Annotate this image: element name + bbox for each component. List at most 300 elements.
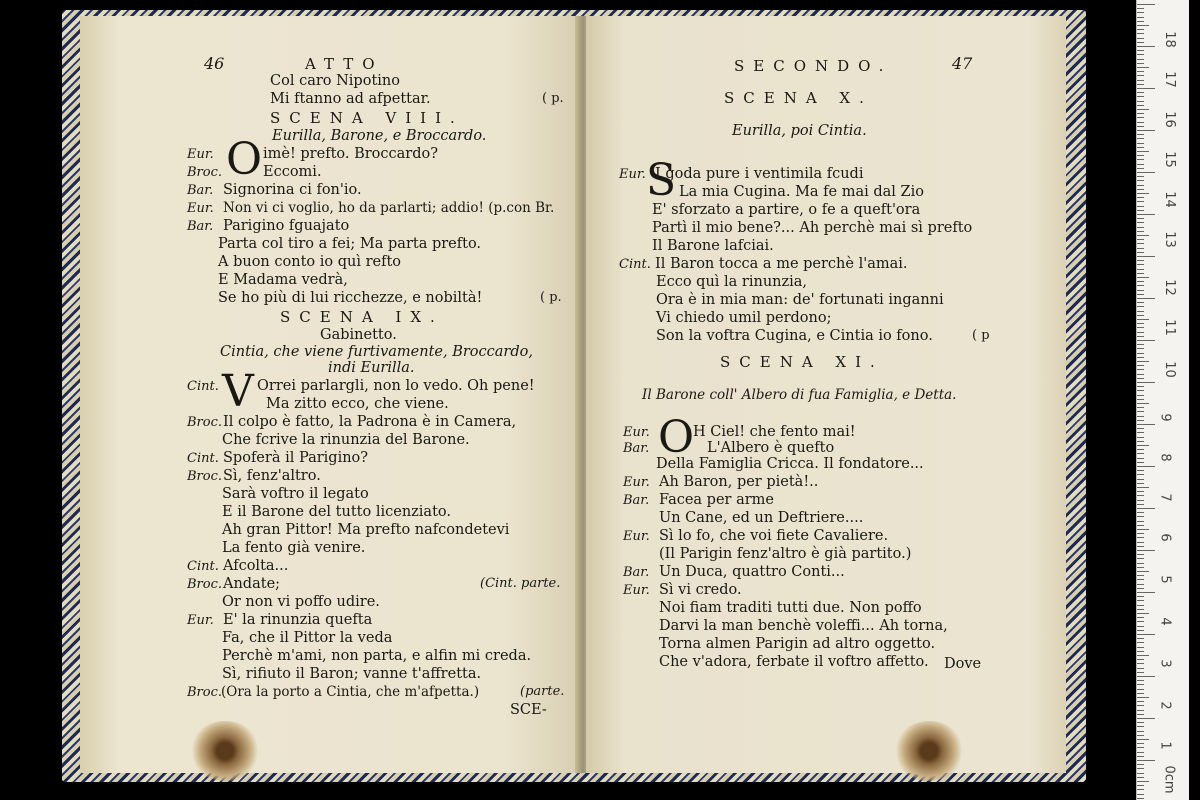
line-text: Sì lo fo, che voi fiete Cavaliere. [659, 528, 889, 544]
ruler-tick [1137, 227, 1144, 228]
ruler-tick [1137, 563, 1144, 564]
ruler-tick [1137, 731, 1144, 732]
text-line: Se ho più di lui ricchezze, e nobiltà! [218, 290, 483, 306]
dialogue-line [187, 378, 535, 395]
text-line: E' sforzato a partire, o fe a queft'ora [652, 202, 921, 218]
ruler-tick [1137, 84, 1144, 85]
ruler-tick [1137, 701, 1144, 702]
ruler-tick [1137, 504, 1144, 505]
ruler-tick [1137, 575, 1144, 576]
ruler-tick [1137, 416, 1144, 417]
ruler-tick [1137, 29, 1144, 30]
speaker-label: Eur. [623, 583, 650, 598]
speaker-label: Bar. [623, 493, 650, 508]
ruler-tick [1137, 588, 1144, 589]
speaker-label: Broc. [187, 577, 223, 592]
ruler-tick [1137, 609, 1144, 610]
ruler-tick [1137, 521, 1144, 522]
ruler-tick [1137, 264, 1144, 265]
dialogue-line [187, 218, 349, 235]
ruler-tick [1137, 189, 1144, 190]
line-text: Il Baron tocca a me perchè l'amai. [655, 256, 908, 272]
ruler-tick [1137, 752, 1144, 753]
scene-heading: SCENA VIII. [270, 109, 464, 127]
water-stain [894, 721, 964, 781]
ruler-tick [1137, 407, 1144, 408]
ruler-label: 14 [1161, 191, 1177, 208]
ruler-tick [1137, 773, 1144, 774]
text-line: A buon conto io quì refto [218, 254, 402, 270]
ruler-tick [1137, 479, 1144, 480]
ruler-tick [1137, 470, 1144, 471]
ruler-tick [1137, 634, 1155, 635]
ruler-tick [1137, 269, 1144, 270]
ruler-tick [1137, 764, 1144, 765]
ruler-tick [1137, 395, 1144, 396]
line-text: Il colpo è fatto, la Padrona è in Camera, [223, 414, 517, 430]
speaker-label: Cint. [187, 451, 219, 466]
ruler-tick [1137, 260, 1144, 261]
dialogue-line [187, 468, 321, 485]
scene-heading: SCENA XI. [720, 353, 884, 371]
dialogue-line [623, 564, 845, 581]
text-line: Che v'adora, ferbate il voftro affetto. [659, 654, 929, 670]
text-line: La fento già venire. [222, 540, 366, 556]
ruler-tick [1137, 558, 1144, 559]
text-line: Mi ftanno ad afpettar. [270, 91, 431, 107]
ruler-tick [1137, 285, 1144, 286]
character-list: Eurilla, Barone, e Broccardo. [272, 128, 487, 144]
ruler-tick [1137, 491, 1144, 492]
ruler-tick [1137, 164, 1144, 165]
ruler-tick [1137, 441, 1144, 442]
line-text: Facea per arme [659, 492, 774, 508]
ruler-tick [1137, 714, 1144, 715]
line-text: Ah Baron, per pietà!.. [659, 474, 819, 490]
text-line: Torna almen Parigin ad altro oggetto. [659, 636, 936, 652]
speaker-label: Eur. [619, 167, 646, 182]
speaker-label: Bar. [623, 441, 650, 456]
ruler-tick [1137, 508, 1155, 509]
text-line: E Madama vedrà, [218, 272, 348, 288]
text-line: Un Cane, ed un Deftriere.... [659, 510, 864, 526]
ruler-tick [1137, 298, 1155, 299]
speaker-label: Broc. [187, 469, 223, 484]
ruler-tick [1137, 172, 1155, 173]
ruler-tick [1137, 176, 1144, 177]
text-line: Ecco quì la rinunzia, [656, 274, 808, 290]
dialogue-line [187, 414, 516, 431]
ruler-tick [1137, 781, 1149, 782]
scene-heading: SCENA IX. [280, 308, 444, 326]
ruler-tick [1137, 777, 1144, 778]
ruler-tick [1137, 327, 1144, 328]
ruler-label: 15 [1161, 151, 1177, 168]
ruler-tick [1137, 525, 1144, 526]
ruler-tick [1137, 424, 1155, 425]
ruler-tick [1137, 785, 1144, 786]
ruler-tick [1137, 474, 1144, 475]
ruler-tick [1137, 613, 1149, 614]
ruler-tick [1137, 382, 1155, 383]
dialogue-line [619, 166, 863, 183]
speaker-label: Cint. [619, 257, 651, 272]
text-line: Che fcrive la rinunzia del Barone. [222, 432, 470, 448]
ruler-tick [1137, 462, 1144, 463]
stage-direction: (Cint. parte. [480, 576, 561, 591]
text-line: (Il Parigin fenz'altro è già partito.) [659, 546, 912, 562]
speaker-label: Eur. [187, 201, 214, 216]
ruler-label: 5 [1157, 575, 1173, 584]
ruler-tick [1137, 134, 1144, 135]
speaker-label: Eur. [623, 425, 650, 440]
ruler-tick [1137, 453, 1144, 454]
dialogue-line [187, 558, 288, 575]
ruler-tick [1137, 17, 1144, 18]
text-line: Sì, rifiuto il Baron; vanne t'affretta. [222, 666, 482, 682]
ruler-tick [1137, 151, 1149, 152]
ruler-tick [1137, 147, 1144, 148]
ruler-tick [1137, 512, 1144, 513]
ruler-tick [1137, 222, 1144, 223]
ruler-tick [1137, 75, 1144, 76]
text-line: Perchè m'ami, non parta, e alfin mi creda. [222, 648, 532, 664]
ruler-tick [1137, 533, 1144, 534]
dialogue-line [187, 200, 554, 217]
text-line: Partì il mio bene?... Ah perchè mai sì prefto [652, 220, 973, 236]
text-line: E il Barone del tutto licenziato. [222, 504, 451, 520]
ruler-tick [1137, 46, 1155, 47]
dialogue-line [187, 146, 438, 163]
ruler-tick [1137, 311, 1144, 312]
ruler-tick [1137, 743, 1144, 744]
ruler-tick [1137, 390, 1144, 391]
ruler-tick [1137, 487, 1149, 488]
line-text: I goda pure i ventimila fcudi [655, 166, 864, 182]
ruler-tick [1137, 126, 1144, 127]
stage-direction: ( p. [540, 290, 562, 305]
location-line: Gabinetto. [320, 327, 397, 343]
ruler-tick [1137, 248, 1144, 249]
ruler-tick [1137, 243, 1144, 244]
text-line: Ma zitto ecco, che viene. [266, 396, 449, 412]
text-line: Darvi la man benchè voleffi... Ah torna, [659, 618, 948, 634]
ruler-label: 1 [1157, 741, 1173, 750]
ruler-tick [1137, 38, 1144, 39]
ruler-label: 2 [1157, 701, 1173, 710]
ruler-tick [1137, 554, 1144, 555]
line-text: Sì, fenz'altro. [223, 468, 321, 484]
ruler-tick [1137, 4, 1155, 5]
ruler-tick [1137, 705, 1144, 706]
line-text: Orrei parlargli, non lo vedo. Oh pene! [257, 378, 535, 394]
ruler-tick [1137, 676, 1155, 677]
ruler-tick [1137, 21, 1144, 22]
ruler-tick [1137, 344, 1144, 345]
ruler-tick [1137, 378, 1144, 379]
ruler-tick [1137, 138, 1144, 139]
ruler-tick [1137, 336, 1144, 337]
ruler-tick [1137, 130, 1155, 131]
ruler-tick [1137, 386, 1144, 387]
text-line: Or non vi poffo udire. [222, 594, 380, 610]
drop-capital: O [226, 134, 263, 185]
speaker-label: Broc. [187, 415, 223, 430]
ruler-tick [1137, 180, 1144, 181]
ruler-tick [1137, 92, 1144, 93]
ruler-tick [1137, 88, 1155, 89]
ruler-tick [1137, 697, 1149, 698]
stage-direction: (parte. [520, 684, 565, 699]
ruler-tick [1137, 54, 1144, 55]
ruler-tick [1137, 516, 1144, 517]
ruler-tick [1137, 495, 1144, 496]
speaker-label: Bar. [623, 565, 650, 580]
ruler-tick [1137, 403, 1149, 404]
ruler-label: 13 [1161, 231, 1177, 248]
ruler-tick [1137, 483, 1144, 484]
water-stain [190, 721, 260, 781]
dialogue-line [187, 576, 280, 593]
ruler-tick [1137, 294, 1144, 295]
ruler-tick [1137, 256, 1155, 257]
text-line: Noi fiam traditi tutti due. Non poffo [659, 600, 922, 616]
ruler-label: 3 [1157, 659, 1173, 668]
ruler-tick [1137, 113, 1144, 114]
ruler-tick [1137, 25, 1149, 26]
ruler-tick [1137, 348, 1144, 349]
ruler-tick [1137, 168, 1144, 169]
ruler-tick [1137, 332, 1144, 333]
ruler-tick [1137, 353, 1144, 354]
ruler-tick [1137, 529, 1149, 530]
line-text: imè! prefto. Broccardo? [263, 146, 439, 162]
ruler-tick [1137, 500, 1144, 501]
ruler-tick [1137, 663, 1144, 664]
ruler-tick [1137, 33, 1144, 34]
ruler-tick [1137, 63, 1144, 64]
ruler-tick [1137, 361, 1149, 362]
ruler-label: 7 [1157, 493, 1173, 502]
ruler-tick [1137, 365, 1144, 366]
ruler-tick [1137, 71, 1144, 72]
line-text: Sì vi credo. [659, 582, 742, 598]
line-text: (Ora la porto a Cintia, che m'afpetta.) [221, 684, 480, 700]
ruler-tick [1137, 689, 1144, 690]
ruler-tick [1137, 626, 1144, 627]
dialogue-line [187, 182, 362, 199]
text-line: Col caro Nipotino [270, 73, 400, 89]
ruler-tick [1137, 214, 1155, 215]
ruler-tick [1137, 315, 1144, 316]
right-page [586, 16, 1066, 773]
speaker-label: Eur. [187, 613, 214, 628]
ruler-tick [1137, 155, 1144, 156]
dialogue-line [623, 424, 856, 441]
ruler-tick [1137, 542, 1144, 543]
ruler-tick [1137, 67, 1149, 68]
ruler-tick [1137, 193, 1149, 194]
dialogue-line [187, 612, 372, 629]
text-line: La mia Cugina. Ma fe mai dal Zio [679, 184, 924, 200]
ruler-tick [1137, 760, 1155, 761]
dialogue-line [187, 684, 479, 701]
scene-heading: SCENA X. [724, 89, 873, 107]
dialogue-line [623, 582, 742, 599]
ruler-tick [1137, 357, 1144, 358]
ruler-label: 12 [1161, 279, 1177, 296]
ruler-tick [1137, 739, 1149, 740]
ruler-tick [1137, 445, 1149, 446]
text-line: Il Barone lafciai. [652, 238, 774, 254]
speaker-label: Broc. [187, 165, 223, 180]
ruler-tick [1137, 59, 1144, 60]
line-text: Non vi ci voglio, ho da parlarti; addio! (p.con Br. [223, 200, 555, 216]
dialogue-line [619, 256, 907, 273]
ruler-tick [1137, 458, 1144, 459]
ruler-tick [1137, 684, 1144, 685]
ruler-tick [1137, 277, 1149, 278]
ruler-tick [1137, 206, 1144, 207]
line-text: L'Albero è quefto [707, 440, 835, 456]
ruler-tick [1137, 399, 1144, 400]
ruler-tick [1137, 735, 1144, 736]
ruler-tick [1137, 281, 1144, 282]
ruler-tick [1137, 432, 1144, 433]
ruler-tick [1137, 252, 1144, 253]
character-list: Il Barone coll' Albero di fua Famiglia, e Detta. [642, 387, 957, 403]
ruler-tick [1137, 621, 1144, 622]
ruler-tick [1137, 798, 1144, 799]
ruler-tick [1137, 546, 1144, 547]
ruler-tick [1137, 718, 1155, 719]
catchword: Dove [944, 656, 982, 672]
speaker-label: Cint. [187, 379, 219, 394]
text-line: Sarà voftro il legato [222, 486, 369, 502]
line-text: E' la rinunzia quefta [223, 612, 373, 628]
page-number: 46 [204, 54, 225, 73]
ruler-tick [1137, 794, 1144, 795]
drop-capital: V [222, 366, 254, 417]
ruler-tick [1137, 789, 1144, 790]
ruler-tick [1137, 592, 1155, 593]
ruler-tick [1137, 655, 1149, 656]
ruler-tick [1137, 550, 1155, 551]
text-line: Della Famiglia Cricca. Il fondatore... [656, 456, 924, 472]
line-text: Parigino fguajato [223, 218, 350, 234]
ruler-tick [1137, 210, 1144, 211]
ruler-tick [1137, 651, 1144, 652]
speaker-label: Eur. [187, 147, 214, 162]
speaker-label: Bar. [187, 183, 214, 198]
ruler-label: 8 [1157, 453, 1173, 462]
ruler-tick [1137, 596, 1144, 597]
ruler-tick [1137, 768, 1144, 769]
ruler-label: 16 [1161, 111, 1177, 128]
ruler-tick [1137, 109, 1149, 110]
ruler-tick [1137, 201, 1144, 202]
ruler-tick [1137, 369, 1144, 370]
ruler-label: 17 [1161, 71, 1177, 88]
stage-direction: ( p [972, 328, 990, 343]
speaker-label: Cint. [187, 559, 219, 574]
line-text: H Ciel! che fento mai! [693, 424, 856, 440]
ruler-tick [1137, 323, 1144, 324]
ruler-tick [1137, 600, 1144, 601]
ruler-tick [1137, 466, 1155, 467]
ruler-tick [1137, 273, 1144, 274]
drop-capital: O [658, 412, 695, 463]
speaker-label: Bar. [187, 219, 214, 234]
ruler-tick [1137, 159, 1144, 160]
ruler-tick [1137, 428, 1144, 429]
ruler-label: 6 [1157, 533, 1173, 542]
ruler-tick [1137, 680, 1144, 681]
measuring-ruler [1136, 0, 1189, 800]
ruler-tick [1137, 630, 1144, 631]
ruler-tick [1137, 290, 1144, 291]
catchword: SCE- [510, 702, 547, 718]
character-list: Eurilla, poi Cintia. [732, 123, 867, 139]
ruler-label: 4 [1157, 617, 1173, 626]
ruler-tick [1137, 101, 1144, 102]
ruler-tick [1137, 537, 1144, 538]
line-text: Eccomi. [263, 164, 322, 180]
ruler-label: 10 [1161, 361, 1177, 378]
text-line: Son la voftra Cugina, e Cintia io fono. [656, 328, 933, 344]
ruler-tick [1137, 647, 1144, 648]
ruler-tick [1137, 231, 1144, 232]
ruler-label: 9 [1157, 413, 1173, 422]
ruler-label: 0cm [1161, 765, 1177, 794]
ruler-tick [1137, 218, 1144, 219]
ruler-tick [1137, 239, 1144, 240]
ruler-label: 11 [1161, 319, 1177, 336]
ruler-tick [1137, 642, 1144, 643]
dialogue-line [187, 450, 368, 467]
ruler-tick [1137, 605, 1144, 606]
ruler-tick [1137, 50, 1144, 51]
ruler-tick [1137, 710, 1144, 711]
text-line: Parta col tiro a fei; Ma parta prefto. [218, 236, 482, 252]
character-list: indi Eurilla. [328, 360, 415, 376]
ruler-tick [1137, 672, 1144, 673]
ruler-tick [1137, 756, 1144, 757]
ruler-tick [1137, 659, 1144, 660]
drop-capital: S [646, 155, 677, 206]
ruler-tick [1137, 579, 1144, 580]
line-text: Spoferà il Parigino? [223, 450, 369, 466]
page-number: 47 [952, 54, 973, 73]
ruler-tick [1137, 143, 1144, 144]
dialogue-line [623, 440, 834, 457]
ruler-tick [1137, 340, 1155, 341]
text-line: Vi chiedo umil perdono; [656, 310, 832, 326]
ruler-tick [1137, 617, 1144, 618]
line-text: Signorina ci fon'io. [223, 182, 362, 198]
ruler-tick [1137, 693, 1144, 694]
ruler-tick [1137, 668, 1144, 669]
ruler-tick [1137, 374, 1144, 375]
line-text: Un Duca, quattro Conti... [659, 564, 845, 580]
ruler-tick [1137, 235, 1149, 236]
dialogue-line [623, 492, 774, 509]
dialogue-line [187, 164, 322, 181]
ruler-tick [1137, 96, 1144, 97]
left-page [80, 16, 580, 773]
ruler-tick [1137, 122, 1144, 123]
ruler-tick [1137, 105, 1144, 106]
